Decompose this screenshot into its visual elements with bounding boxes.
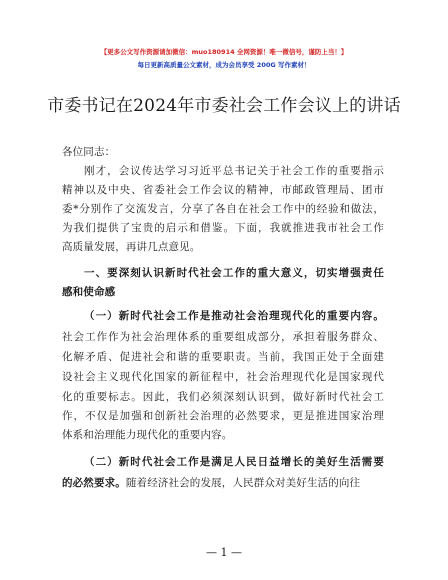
paragraph-line: 作，不仅是加强和创新社会治理的必然要求，更是推进国家治理 (62, 410, 384, 422)
paragraph-line: 随着经济社会的发展，人民群众对美好生活的向往 (125, 477, 361, 489)
document-title: 市委书记在2024年市委社会工作会议上的讲话 (47, 96, 401, 116)
paragraph-line: 为我们提供了宝贵的启示和借鉴。下面，我就推进我市社会工作 (62, 222, 384, 234)
paragraph-line: 化的重要标志。因此，我们必须深刻认识到，做好新时代社会工 (62, 391, 384, 403)
promo-banner-line-2: 每日更新高质量公文素材，成为会员享受 200G 写作素材！ (137, 61, 311, 69)
section-heading-line: 感和使命感 (62, 286, 116, 298)
paragraph-line: 刚才，会议传达学习习近平总书记关于社会工作的重要指示 (84, 165, 384, 177)
paragraph-line: 委*分别作了交流发言，分享了各自在社会工作中的经验和做法， (62, 203, 384, 215)
subsection-heading-tail (62, 478, 360, 489)
promo-banner-line-1: 【更多公文写作资源请加微信：muo180914 全网资源！唯一微信号，谨防上当！】 (100, 48, 348, 56)
paragraph-line: 体系和治理能力现代化的重要内容。 (62, 429, 233, 441)
subsection-heading: （一）新时代社会工作是推动社会治理现代化的重要内容。 (84, 310, 384, 322)
section-heading-line: 一、要深刻认识新时代社会工作的重大意义，切实增强责任 (84, 267, 384, 279)
paragraph-line: 高质量发展，再讲几点意见。 (62, 241, 201, 253)
greeting: 各位同志： (62, 146, 116, 158)
subsection-heading-end: 的必然要求。 (62, 477, 126, 489)
paragraph-line: 设社会主义现代化国家的新征程中，社会治理现代化是国家现代 (62, 371, 384, 383)
subsection-heading: （二）新时代社会工作是满足人民日益增长的美好生活需要 (84, 456, 384, 468)
paragraph-line: 社会工作作为社会治理体系的重要组成部分，承担着服务群众、 (62, 331, 384, 343)
paragraph-line: 精神以及中央、省委社会工作会议的精神，市邮政管理局、团市 (62, 184, 384, 196)
page-number: — 1 — (206, 546, 242, 559)
paragraph-line: 化解矛盾、促进社会和谐的重要职责。当前，我国正处于全面建 (62, 351, 384, 363)
